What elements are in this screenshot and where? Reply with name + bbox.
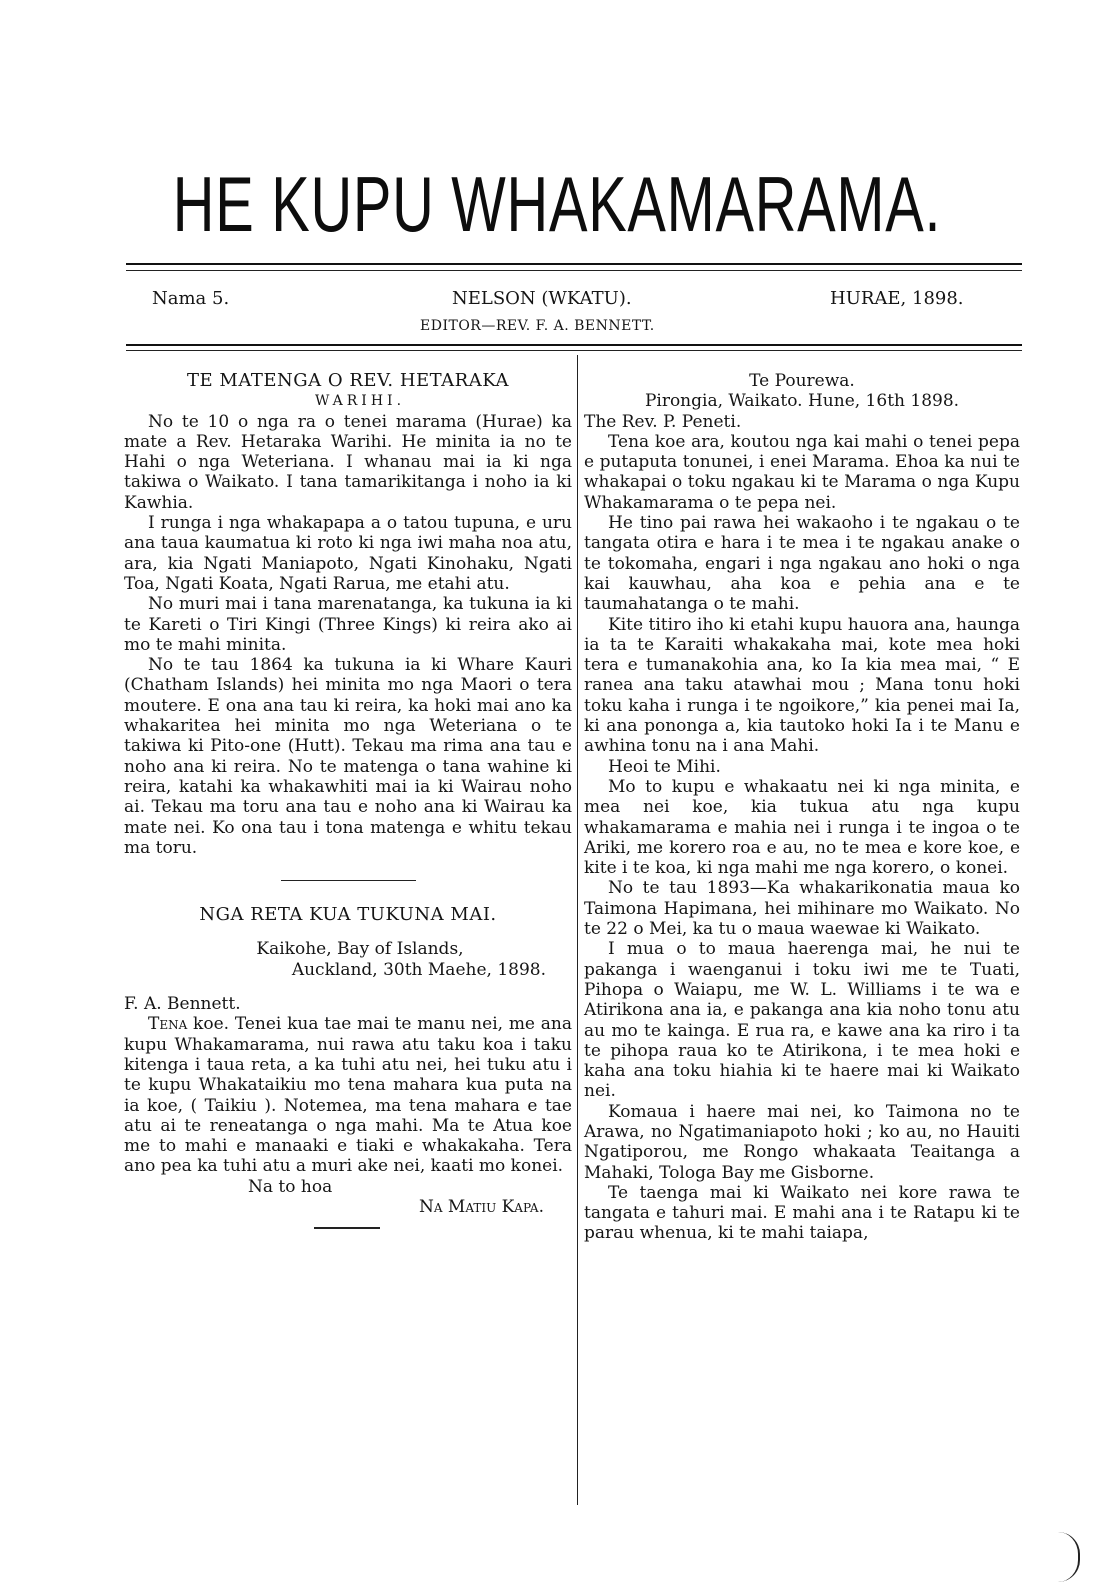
issue-date: HURAE, 1898. xyxy=(830,288,964,309)
letter-address-line-1: Kaikohe, Bay of Islands, xyxy=(256,939,464,960)
letter-closing: Na to hoa xyxy=(248,1176,333,1197)
letter2-paragraph-7: I mua o to maua haerenga mai, he nui te pakanga i waenganui i toku iwi me te Tuati, Pihopa o Waiapu, me W. L. Williams i te wa e Atirikona ana ia, e pakanga ana kia noho tonu atu au mo te kainga. E rua ra, e kawe ana ka riro i ta te pihopa raua ko te Atirikona, i te mea hoki e kaha ana toku hiahia ki te haere mai ki Waikato nei. xyxy=(584,939,1020,1102)
letter2-paragraph-9: Te taenga mai ki Waikato nei kore rawa te tangata e tahuri mai. E mahi ana i te Ratapu ki te parau whenua, ki te mahi taiapa, xyxy=(584,1182,1020,1244)
letter2-paragraph-2: He tino pai rawa hei wakaoho i te ngakau o te tangata otira e hara i te mea i te ngakau anake o te tokomaha, engari i nga ngakau ano hoki o nga kai kauwhau, aha koa e pehia ana e te taumahatanga o te mahi. xyxy=(584,513,1020,615)
right-column xyxy=(584,371,1020,1244)
header-rule-top xyxy=(126,344,1022,346)
letter-salutation: F. A. Bennett. xyxy=(124,994,241,1015)
column-divider xyxy=(577,355,578,1505)
letter2-dateline: Pirongia, Waikato. Hune, 16th 1898. xyxy=(644,391,960,412)
issue-place: NELSON (WKATU). xyxy=(452,288,632,309)
header-rule-bottom xyxy=(126,350,1022,351)
obituary-paragraph-4: No te tau 1864 ka tukuna ia ki Whare Kauri (Chatham Islands) hei minita mo nga Maori o tera moutere. E ona ana tau ki reira, ka hoki mai ano ka whakaritea hei minita mo nga Weteriana o te takiwa ki Pito-one (Hutt). Tekau ma rima ana tau e noho ana ki reira. No te matenga o tana wahine ki reira, katahi ka whakawhiti mai ia ki Wairau noho ai. Tekau ma toru ana tau e noho ana ki Wairau ka mate nei. Ko ona tau i tona matenga e whitu tekau ma toru. xyxy=(124,655,572,858)
masthead-title: HE KUPU WHAKAMARAMA. xyxy=(172,160,942,248)
letter-body-text: koe. Tenei kua tae mai te manu nei, me ana kupu Whakamarama, nui rawa atu taku koa i taku kitenga i taua reta, a ka tuhi atu nei, hei tuku atu i te kupu Whakataikiu mo tena mahara kua puta na ia koe, ( Taikiu ). Notemea, ma tena mahara e tae atu ai te reneatanga o nga mahi. Ma te Atua koe me to mahi e manaaki e tiaki e whakakaha. Tera ano pea ka tuhi atu a muri ake nei, kaati mo konei. xyxy=(124,1014,572,1177)
letter2-salutation: The Rev. P. Peneti. xyxy=(584,411,742,432)
letter2-place: Te Pourewa. xyxy=(749,371,855,391)
letter2-paragraph-1: Tena koe ara, koutou nga kai mahi o tenei pepa e putaputa tonunei, i enei Marama. Ehoa ka nui te whakapai o toku ngakau ki te Marama o nga Kupu Whakamarama o te pepa nei. xyxy=(584,431,1020,513)
letter2-paragraph-4: Heoi te Mihi. xyxy=(608,756,721,777)
obituary-subtitle: WARIHI. xyxy=(314,393,406,410)
issue-editor: EDITOR—REV. F. A. BENNETT. xyxy=(420,318,655,334)
obituary-paragraph-3: No muri mai i tana marenatanga, ka tukuna ia ki te Kareti o Tiri Kingi (Three Kings) ki reira ako ai mo te mahi minita. xyxy=(124,594,572,655)
letter2-paragraph-8: Komaua i haere mai nei, ko Taimona no te Arawa, no Ngatimaniapoto hoki ; ko au, no Hauiti Ngatiporou, me Rongo whakaata Teaitanga a Mahaki, Tologa Bay me Gisborne. xyxy=(584,1101,1020,1183)
masthead-rule-top xyxy=(126,263,1022,265)
letter2-paragraph-5: Mo to kupu e whakaatu nei ki nga minita, e mea nei koe, kia tukua atu nga kupu whakamarama e mahia nei i runga i te ingoa o te Ariki, me korero roa e au, no te mea e kore koe, e kite i te koa, ki nga mahi me nga korero, o konei. xyxy=(584,776,1020,879)
letters-title: NGA RETA KUA TUKUNA MAI. xyxy=(199,904,497,926)
end-rule xyxy=(314,1227,380,1229)
masthead-rule-bottom xyxy=(126,270,1022,271)
letter-address-line-2: Auckland, 30th Maehe, 1898. xyxy=(291,959,546,980)
letter-body xyxy=(124,1014,572,1176)
letter-signature: Na Matiu Kapa. xyxy=(418,1196,544,1217)
obituary-paragraph-1: No te 10 o nga ra o tenei marama (Hurae) ka mate a Rev. Hetaraka Warihi. He minita ia no te Hahi o nga Weteriana. I whanau mai ia ki nga takiwa o Waikato. I tana tamarikitanga i noho ia ki Kawhia. xyxy=(124,411,572,513)
letter2-paragraph-6: No te tau 1893—Ka whakarikonatia maua ko Taimona Hapimana, hei mihinare mo Waikato. No te 22 o Mei, ka tu o maua waewae ki Waikato. xyxy=(584,878,1020,940)
margin-bracket-mark xyxy=(1058,1532,1080,1582)
section-divider xyxy=(281,880,416,881)
letter2-paragraph-3: Kite titiro iho ki etahi kupu hauora ana, haunga ia ta te Karaiti whakakaha mai, kote mea hoki tera e tumanakohia ana, ko Ia kia mea mai, “ E ranea ana taku atawhai mou ; Mana tonu hoki toku kaha i runga i te ngoikore,” kia penei mai Ia, ki ana pononga a, kia tautoko hoki Ia i te Manu e awhina tonu na i ana Mahi. xyxy=(584,614,1020,757)
obituary-paragraph-2: I runga i nga whakapapa a o tatou tupuna, e uru ana taua kaumatua ki roto ki nga iwi maha noa atu, ara, kia Ngati Maniapoto, Ngati Kinohaku, Ngati Toa, Ngati Koata, Ngati Rarua, me etahi atu. xyxy=(124,513,572,594)
letter-lead-word: Tena xyxy=(148,1014,188,1035)
left-column xyxy=(124,371,572,1229)
issue-number: Nama 5. xyxy=(152,288,230,309)
obituary-title: TE MATENGA O REV. HETARAKA xyxy=(187,370,509,391)
